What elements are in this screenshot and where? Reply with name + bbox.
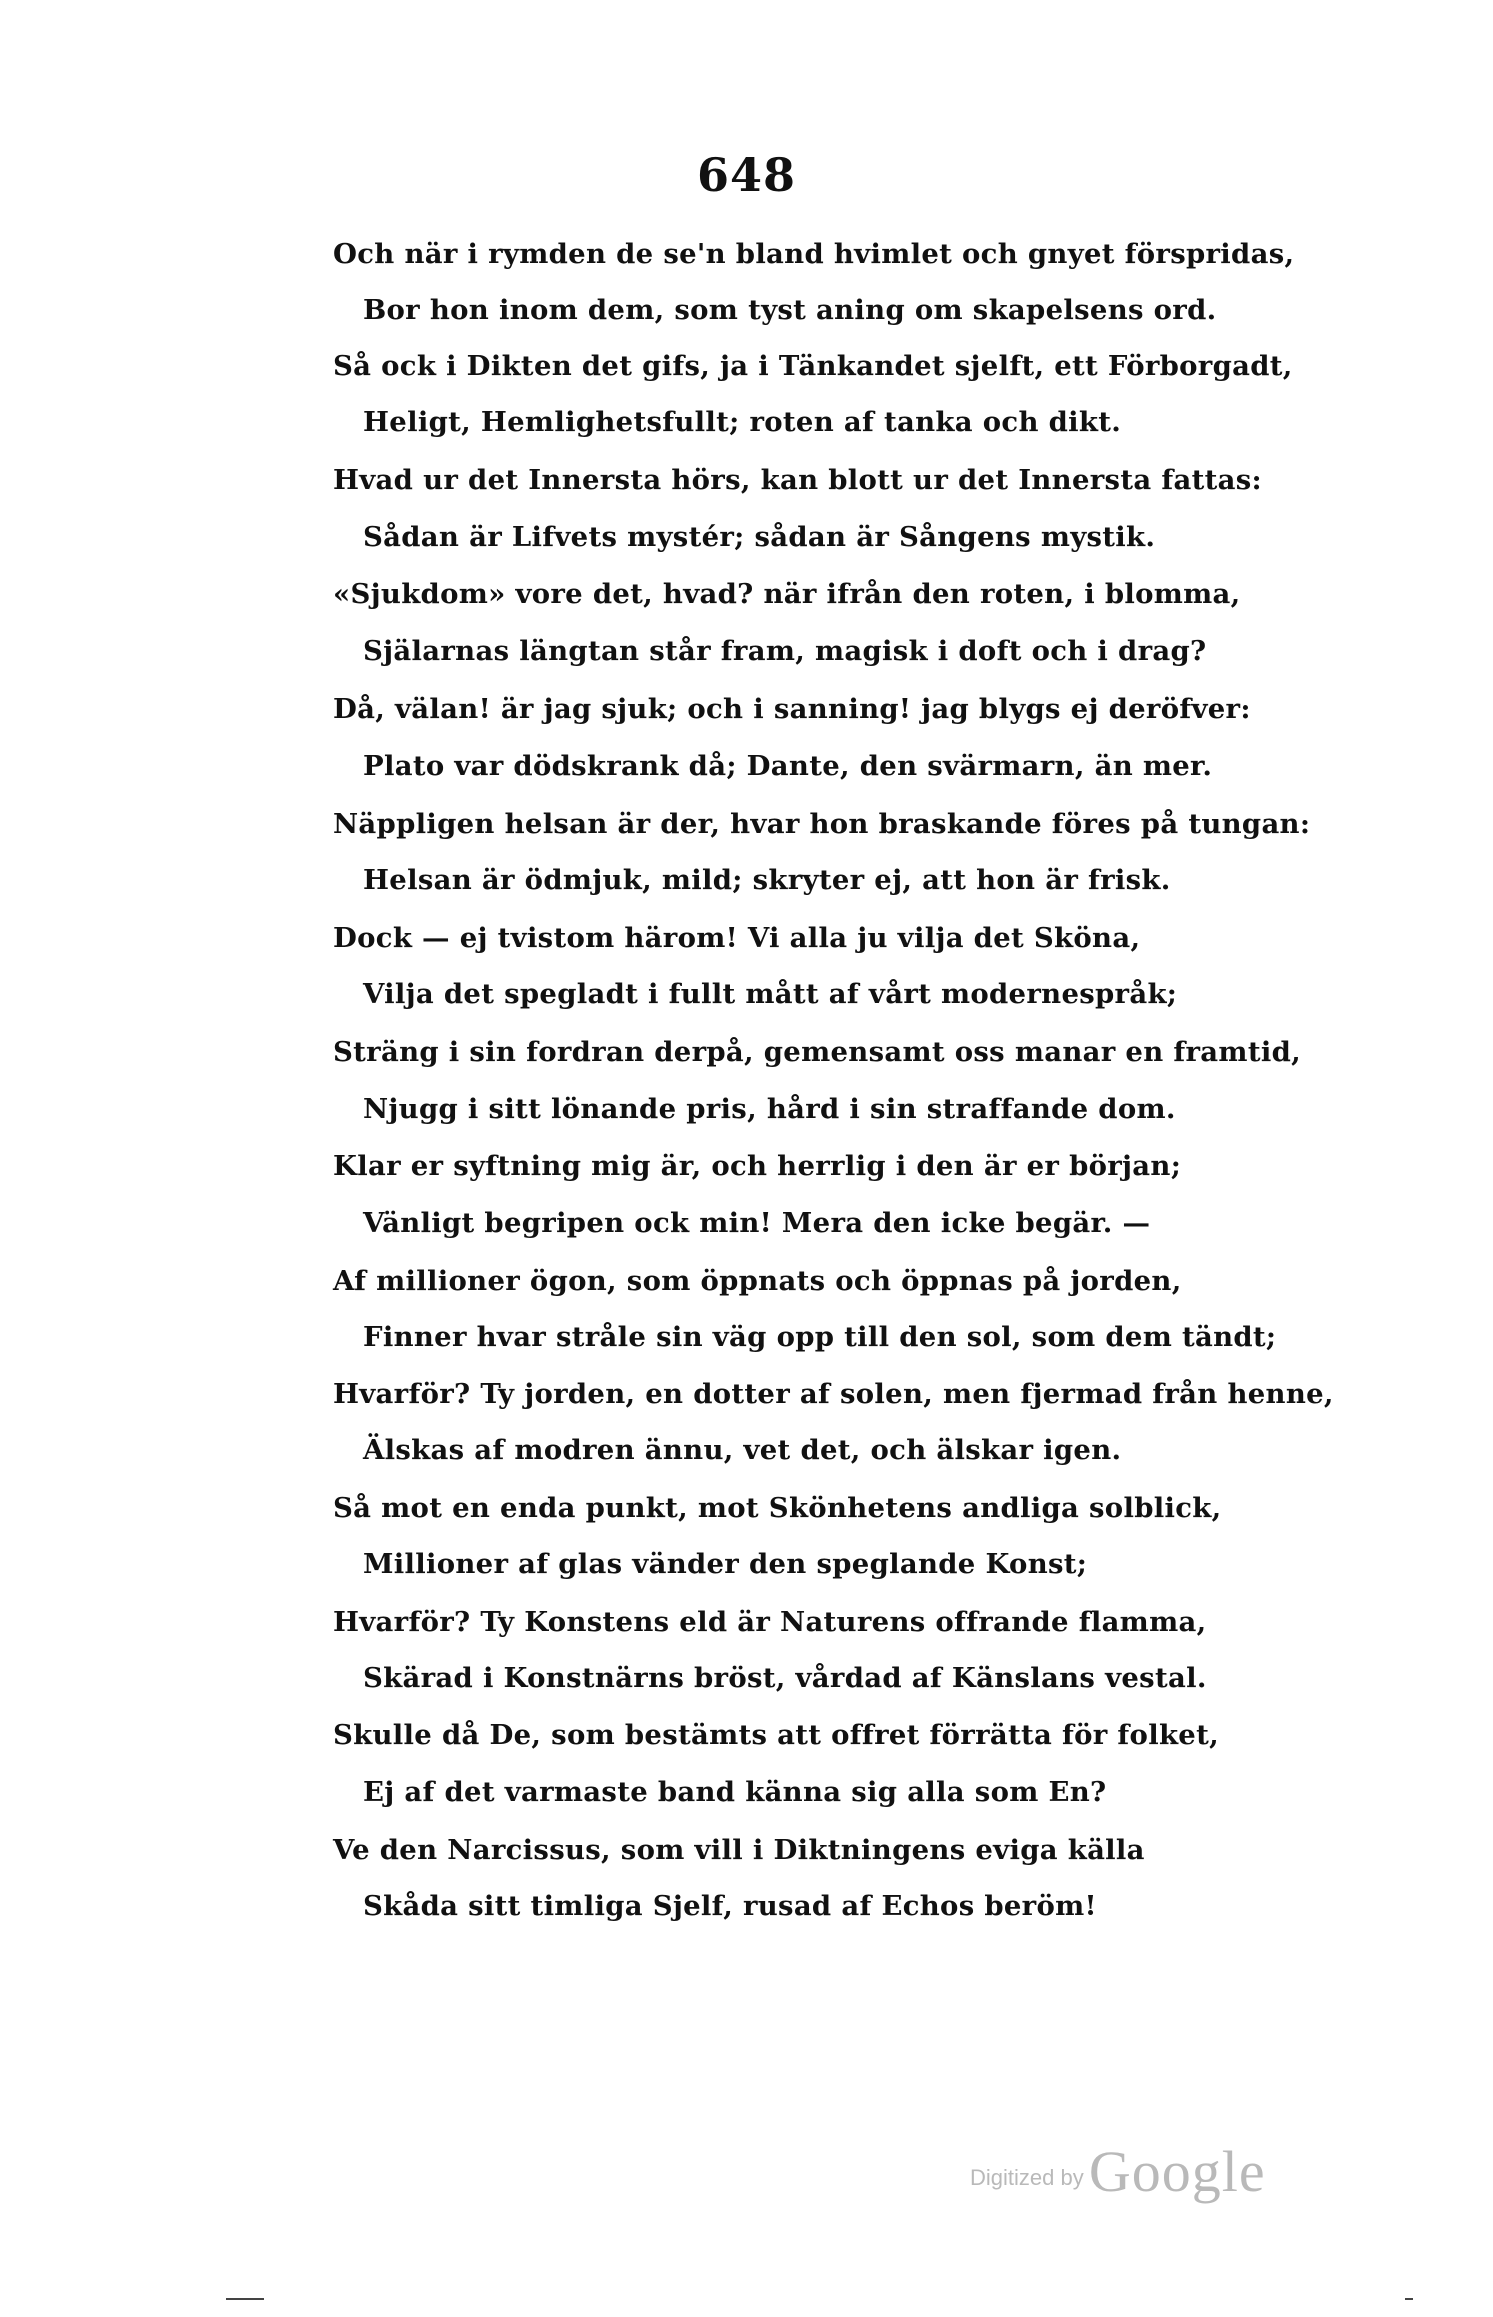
- bottom-rule-left: [226, 2298, 264, 2300]
- poem-line: Njugg i sitt lönande pris, hård i sin straffande dom.: [363, 1093, 1176, 1125]
- poem-line: Hvad ur det Innersta hörs, kan blott ur det Innersta fattas:: [333, 464, 1262, 496]
- poem-line: Hvarför? Ty Konstens eld är Naturens offrande flamma,: [333, 1606, 1207, 1638]
- poem-line: Millioner af glas vänder den speglande Konst;: [363, 1548, 1088, 1580]
- bottom-rule-right: [1405, 2298, 1413, 2300]
- poem-line: «Sjukdom» vore det, hvad? när ifrån den roten, i blomma,: [333, 578, 1241, 610]
- poem-line: Så ock i Dikten det gifs, ja i Tänkandet sjelft, ett Förborgadt,: [333, 350, 1293, 382]
- poem-line: Näppligen helsan är der, hvar hon braskande föres på tungan:: [333, 808, 1311, 840]
- poem-line: Vänligt begripen ock min! Mera den icke begär. —: [363, 1207, 1151, 1239]
- poem-line: Själarnas längtan står fram, magisk i doft och i drag?: [363, 635, 1207, 667]
- google-logo-text: Google: [1088, 2139, 1266, 2204]
- poem-line: Skärad i Konstnärns bröst, vårdad af Känslans vestal.: [363, 1662, 1207, 1694]
- poem-line: Skulle då De, som bestämts att offret förrätta för folket,: [333, 1719, 1219, 1751]
- poem-line: Finner hvar stråle sin väg opp till den sol, som dem tändt;: [363, 1321, 1277, 1353]
- poem-line: Dock — ej tvistom härom! Vi alla ju vilja det Sköna,: [333, 922, 1141, 954]
- poem-line: Vilja det spegladt i fullt mått af vårt modernespråk;: [363, 978, 1178, 1010]
- poem-line: Heligt, Hemlighetsfullt; roten af tanka och dikt.: [363, 406, 1122, 438]
- poem-line: Då, välan! är jag sjuk; och i sanning! jag blygs ej deröfver:: [333, 693, 1251, 725]
- poem-line: Ej af det varmaste band känna sig alla som En?: [363, 1776, 1107, 1808]
- watermark-prefix: Digitized by: [970, 2165, 1084, 2190]
- poem-line: Helsan är ödmjuk, mild; skryter ej, att hon är frisk.: [363, 864, 1171, 896]
- poem-line: Hvarför? Ty jorden, en dotter af solen, men fjermad från henne,: [333, 1378, 1334, 1410]
- poem-line: Och när i rymden de se'n bland hvimlet och gnyet förspridas,: [333, 238, 1295, 270]
- poem-line: Älskas af modren ännu, vet det, och älskar igen.: [363, 1434, 1122, 1466]
- poem-line: Af millioner ögon, som öppnats och öppnas på jorden,: [333, 1265, 1182, 1297]
- poem-line: Bor hon inom dem, som tyst aning om skapelsens ord.: [363, 294, 1217, 326]
- poem-line: Plato var dödskrank då; Dante, den svärmarn, än mer.: [363, 750, 1213, 782]
- poem-line: Ve den Narcissus, som vill i Diktningens eviga källa: [333, 1834, 1145, 1866]
- poem-line: Klar er syftning mig är, och herrlig i den är er början;: [333, 1150, 1182, 1182]
- poem-line: Sträng i sin fordran derpå, gemensamt oss manar en framtid,: [333, 1036, 1301, 1068]
- poem-line: Skåda sitt timliga Sjelf, rusad af Echos beröm!: [363, 1890, 1097, 1922]
- poem-line: Så mot en enda punkt, mot Skönhetens andliga solblick,: [333, 1492, 1222, 1524]
- poem-line: Sådan är Lifvets mystér; sådan är Sångens mystik.: [363, 521, 1156, 553]
- digitized-by-watermark: [970, 2138, 1266, 2205]
- page-number: 648: [696, 148, 797, 202]
